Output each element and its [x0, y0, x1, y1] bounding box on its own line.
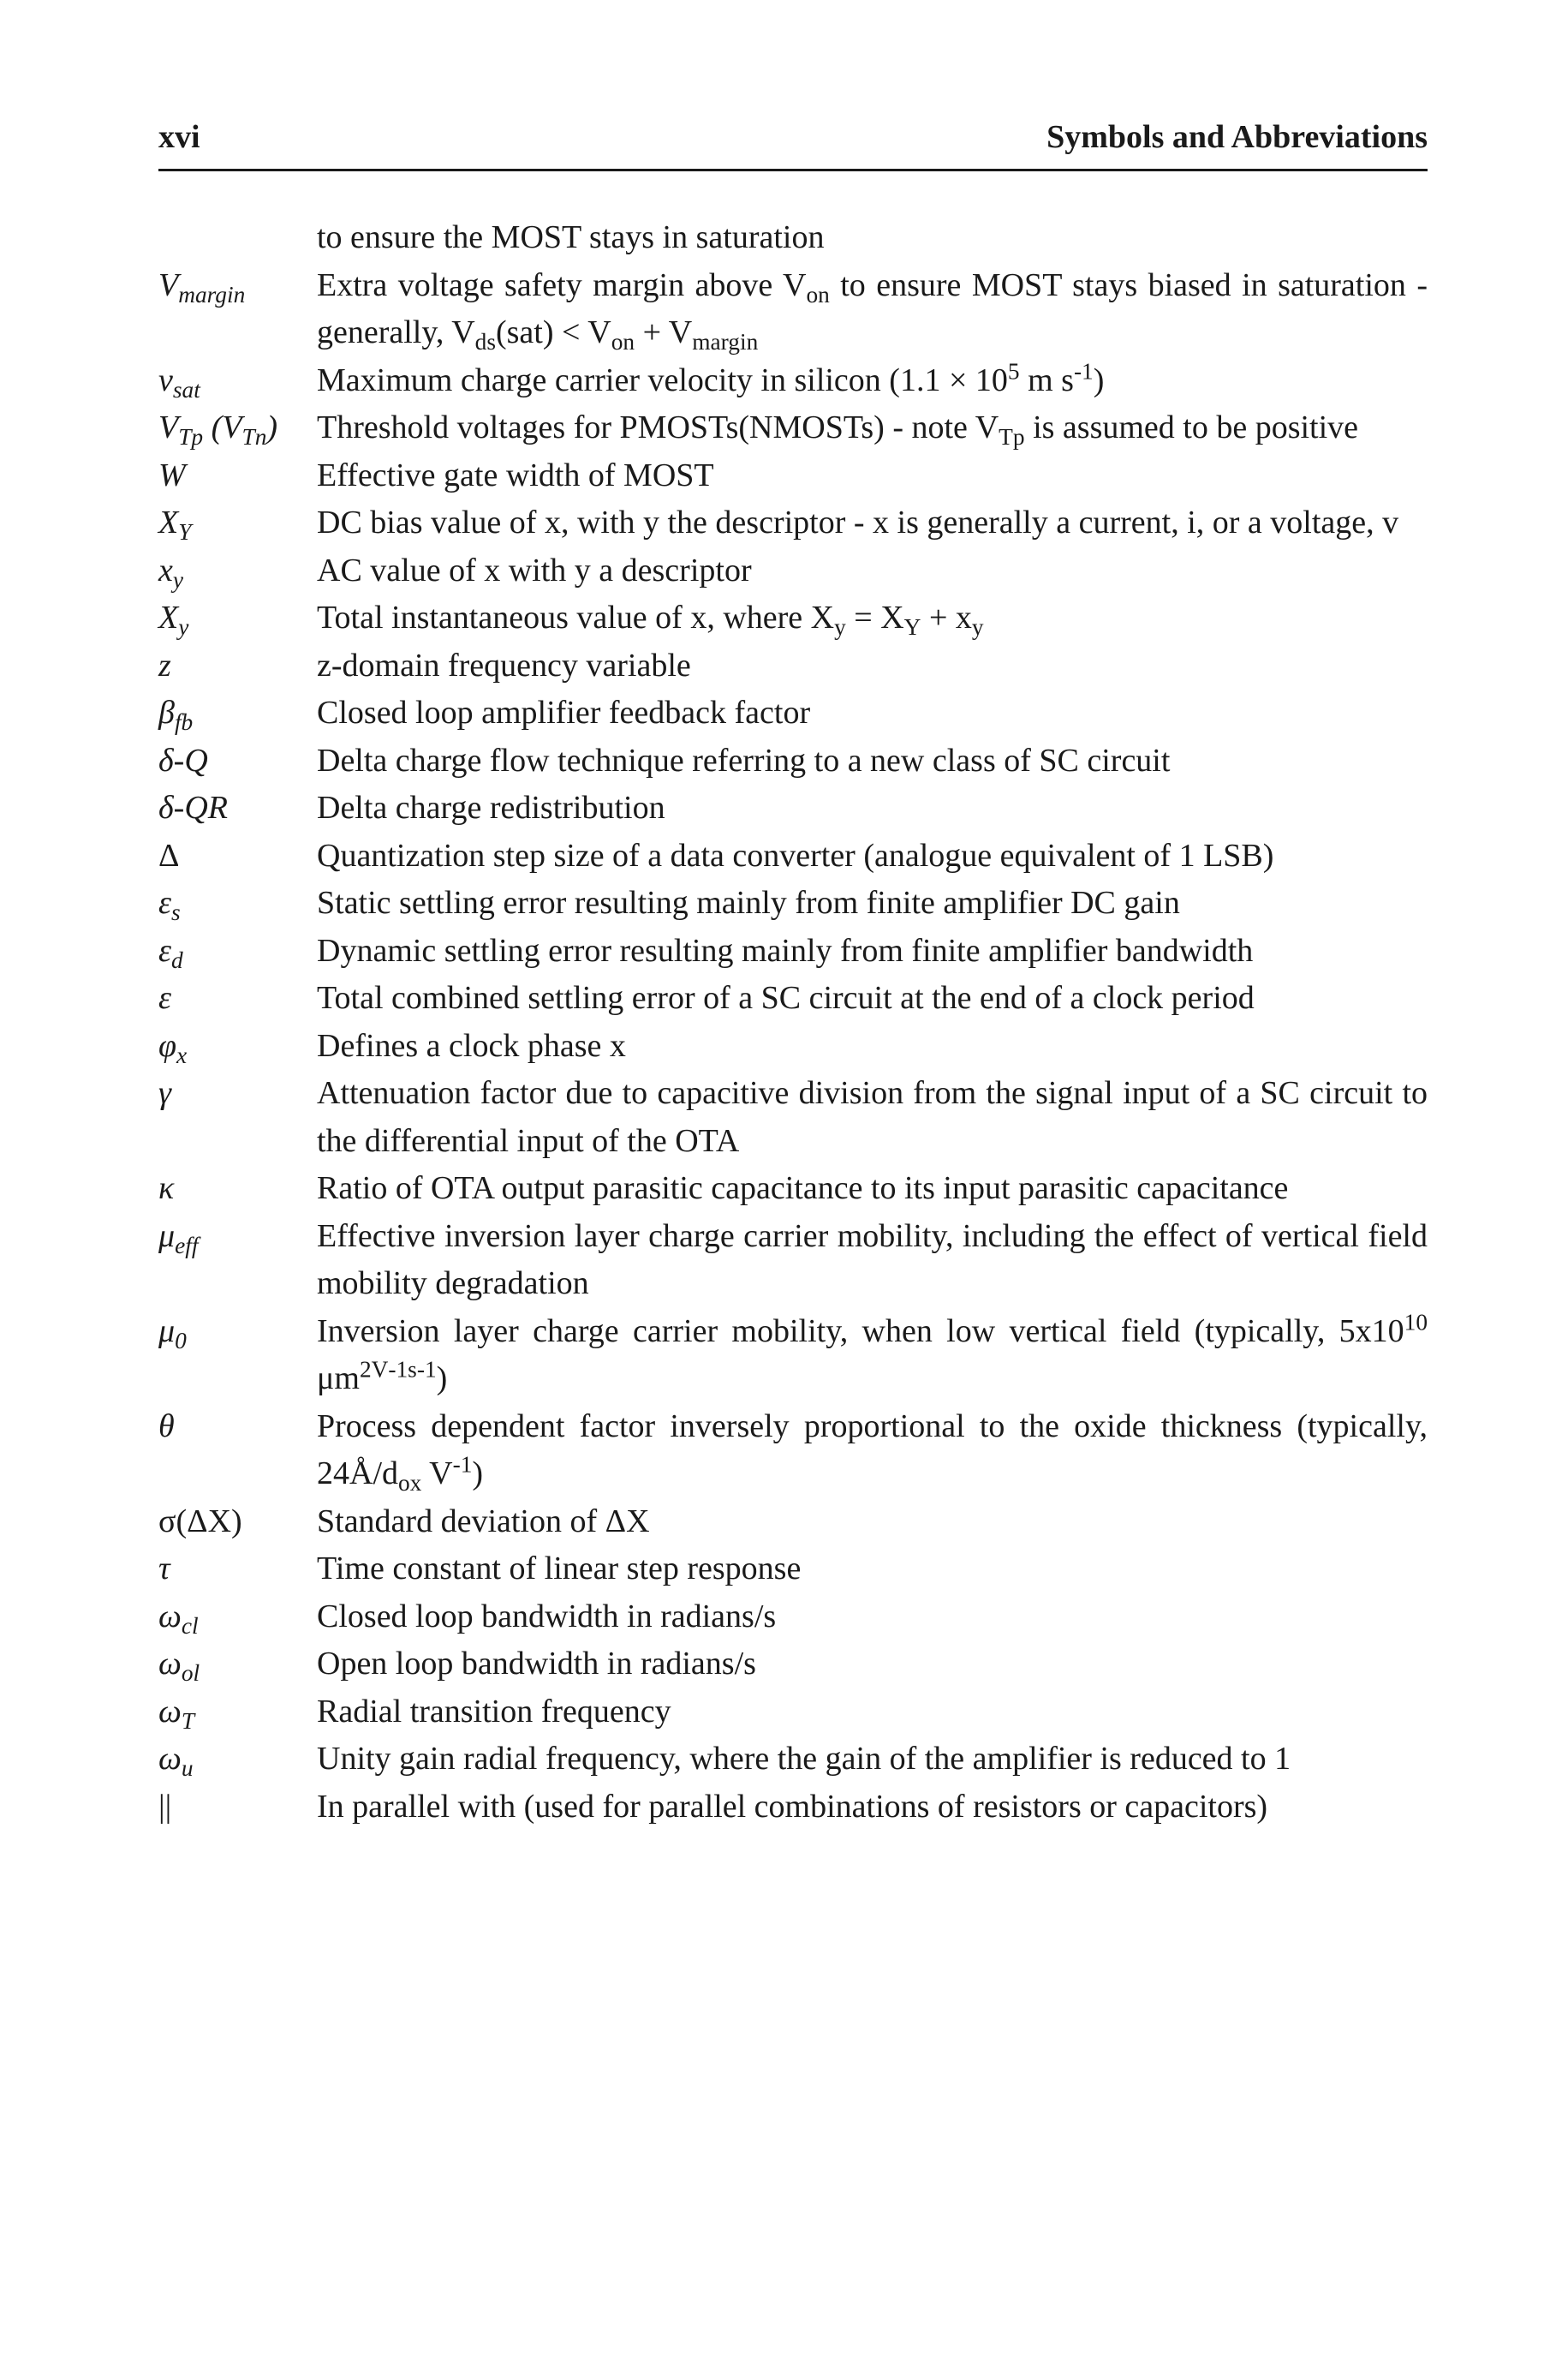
list-item [158, 1308, 1428, 1403]
definition-text: Radial transition frequency [317, 1693, 671, 1730]
list-item [158, 738, 1428, 786]
definition-text: Static settling error resulting mainly from finite amplifier DC gain [317, 885, 1180, 921]
list-item [158, 1736, 1428, 1784]
list-item [158, 404, 1428, 452]
symbol-text: $\omega_{ol}$ [158, 1646, 200, 1687]
definition-text: Maximum charge carrier velocity in silicon ($1.1 \times 10^5$ m $s^{-1}$) [317, 357, 1105, 398]
definition-text: Unity gain radial frequency, where the gain of the amplifier is reduced to 1 [317, 1741, 1291, 1777]
list-item [158, 642, 1428, 690]
symbol-text: $\mu_{eff}$ [158, 1217, 199, 1258]
list-item [158, 1498, 1428, 1546]
definition-text: Time constant of linear step response [317, 1550, 802, 1586]
definition-text: Inversion layer charge carrier mobility, when low vertical field (typically, $5x10^{10}$ $\mu m^{2V-1s-1}$) [317, 1308, 1428, 1396]
symbol-text: $\omega_{cl}$ [158, 1598, 199, 1639]
list-item [158, 975, 1428, 1023]
definition-text: Process dependent factor inversely proportional to the oxide thickness (typically, $24Å/d_{ox}$ $V^{-1}$) [317, 1407, 1428, 1497]
symbol-text: || [158, 1788, 172, 1825]
list-item [158, 1023, 1428, 1071]
list-item [158, 1213, 1428, 1308]
definition-text: DC bias value of x, with y the descriptor - x is generally a current, i, or a voltage, v [317, 505, 1399, 541]
running-title: Symbols and Abbreviations [1046, 119, 1428, 155]
list-item [158, 1070, 1428, 1165]
symbol-text: W [158, 457, 186, 493]
list-item [158, 594, 1428, 642]
symbol-text: θ [158, 1407, 175, 1444]
list-item [158, 690, 1428, 738]
definition-text: Quantization step size of a data converter (analogue equivalent of 1 LSB) [317, 837, 1274, 874]
definition-text: Extra voltage safety margin above $V_{on}$ to ensure MOST stays biased in saturation - generally, $V_{ds}(sat) < V_{on} + V_{margin}$ [317, 266, 1428, 356]
definition-text: Effective inversion layer charge carrier mobility, including the effect of vertical field mobility degradation [317, 1217, 1428, 1301]
symbol-text: z [158, 647, 171, 684]
definition-text: Total combined settling error of a SC circuit at the end of a clock period [317, 980, 1255, 1016]
definition-text: Threshold voltages for PMOSTs(NMOSTs) - note $V_{Tp}$ is assumed to be positive [317, 409, 1359, 451]
list-item [158, 880, 1428, 928]
page-number: xvi [158, 119, 200, 155]
list-item [158, 357, 1428, 405]
list-item [158, 499, 1428, 547]
symbol-text: ε [158, 980, 171, 1016]
definition-text: Open loop bandwidth in radians/s [317, 1646, 756, 1682]
symbol-text: $\omega_u$ [158, 1741, 194, 1782]
definition-text: Closed loop amplifier feedback factor [317, 695, 811, 731]
symbol-text: $v_{sat}$ [158, 361, 200, 403]
list-item [158, 1784, 1428, 1831]
symbol-text: $\mu_0$ [158, 1312, 187, 1353]
list-item [158, 1403, 1428, 1498]
definition-text: Closed loop bandwidth in radians/s [317, 1598, 777, 1634]
definition-text: to ensure the MOST stays in saturation [317, 219, 825, 255]
symbol-text: $\varphi_x$ [158, 1027, 188, 1068]
list-item [158, 1165, 1428, 1213]
definition-text: Defines a clock phase x [317, 1027, 626, 1064]
symbol-text: $V_{Tp}$ $(V_{Tn})$ [158, 409, 278, 451]
symbol-text: $V_{margin}$ [158, 266, 246, 308]
symbol-text: δ-QR [158, 790, 228, 826]
definition-text: AC value of x with y a descriptor [317, 552, 752, 589]
symbol-text: $\varepsilon_s$ [158, 885, 181, 926]
definition-text: In parallel with (used for parallel combinations of resistors or capacitors) [317, 1788, 1268, 1825]
list-item [158, 452, 1428, 500]
continuation-row [158, 214, 1428, 262]
list-item [158, 928, 1428, 976]
symbol-text: $X_y$ [158, 600, 189, 641]
list-item [158, 1688, 1428, 1736]
list-item [158, 1640, 1428, 1688]
definition-text: Standard deviation of ΔX [317, 1503, 650, 1539]
list-item [158, 262, 1428, 357]
definition-text: Delta charge redistribution [317, 790, 665, 826]
symbol-text: τ [158, 1550, 170, 1586]
symbol-text: $x_y$ [158, 552, 184, 593]
page-header [158, 118, 1428, 159]
definition-text: Delta charge flow technique referring to a new class of SC circuit [317, 742, 1171, 779]
symbol-text: δ-Q [158, 742, 208, 779]
definition-text: Effective gate width of MOST [317, 457, 714, 493]
symbol-text: $\beta_{fb}$ [158, 695, 194, 736]
definition-text: Attenuation factor due to capacitive division from the signal input of a SC circuit to the differential input of the OTA [317, 1075, 1428, 1159]
definition-text: z-domain frequency variable [317, 647, 691, 684]
symbol-text: Δ [158, 837, 180, 874]
definition-text: Dynamic settling error resulting mainly from finite amplifier bandwidth [317, 932, 1254, 969]
header-rule [158, 169, 1428, 171]
definition-text: Ratio of OTA output parasitic capacitance to its input parasitic capacitance [317, 1170, 1289, 1206]
list-item [158, 547, 1428, 595]
symbol-text: σ(ΔX) [158, 1503, 242, 1539]
list-item [158, 833, 1428, 881]
symbol-text: γ [158, 1075, 171, 1111]
list-item [158, 1593, 1428, 1641]
symbol-text: $\varepsilon_d$ [158, 932, 183, 973]
definition-text: Total instantaneous value of x, where $X_y = X_Y + x_y$ [317, 600, 984, 641]
list-item [158, 785, 1428, 833]
symbol-text: $X_Y$ [158, 505, 192, 546]
list-item [158, 1545, 1428, 1593]
symbol-text: κ [158, 1170, 175, 1206]
symbol-list [158, 214, 1428, 1831]
symbol-text: $\omega_T$ [158, 1693, 195, 1734]
